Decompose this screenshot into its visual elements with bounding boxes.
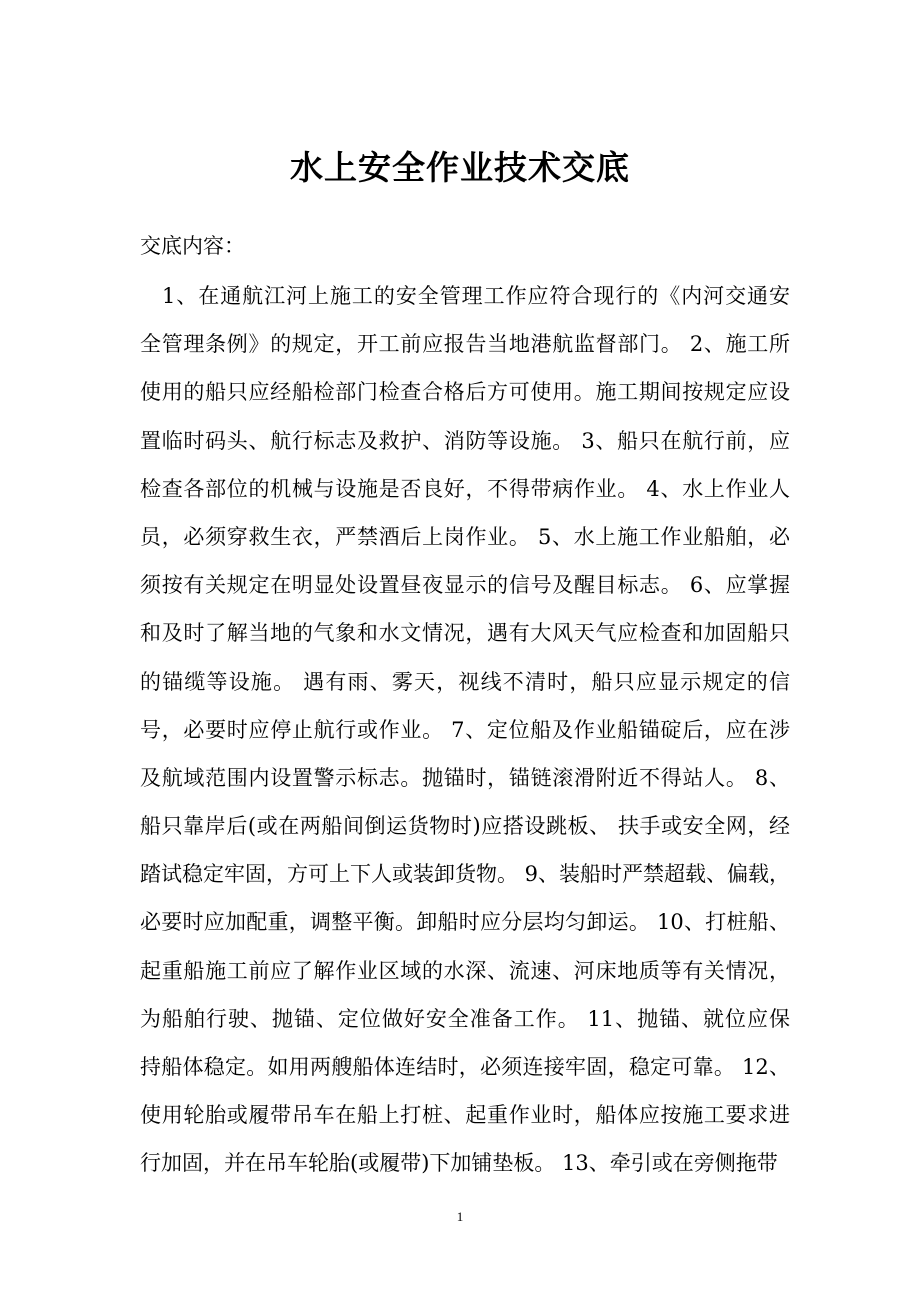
body-line: 起重船施工前应了解作业区域的水深、流速、河床地质等有关情况， xyxy=(140,958,790,983)
body-line: 检查各部位的机械与设施是否良好，不得带病作业。 4、水上作业人 xyxy=(140,476,790,501)
body-line: 须按有关规定在明显处设置昼夜显示的信号及醒目标志。 6、应掌握 xyxy=(140,573,790,598)
document-title: 水上安全作业技术交底 xyxy=(290,148,630,187)
body-line: 1、在通航江河上施工的安全管理工作应符合现行的《内河交通安 xyxy=(162,284,790,308)
body-line: 持船体稳定。如用两艘船体连结时，必须连接牢固，稳定可靠。 12、 xyxy=(140,1055,790,1079)
body-text xyxy=(140,276,790,1192)
body-line: 踏试稳定牢固，方可上下人或装卸货物。 9、装船时严禁超载、偏载， xyxy=(140,862,791,887)
body-line: 的锚缆等设施。 遇有雨、雾天，视线不清时，船只应显示规定的信 xyxy=(140,669,790,694)
body-line: 员，必须穿救生衣，严禁酒后上岗作业。 5、水上施工作业船舶，必 xyxy=(140,524,790,549)
section-label: 交底内容： xyxy=(140,234,245,258)
body-line: 使用的船只应经船检部门检查合格后方可使用。施工期间按规定应设 xyxy=(140,380,790,405)
body-line: 行加固，并在吊车轮胎(或履带)下加铺垫板。 13、牵引或在旁侧拖带 xyxy=(140,1151,778,1176)
body-line: 必要时应加配重，调整平衡。卸船时应分层均匀卸运。 10、打桩船、 xyxy=(140,910,790,935)
body-line: 和及时了解当地的气象和水文情况，遇有大风天气应检查和加固船只 xyxy=(140,621,790,646)
body-line: 使用轮胎或履带吊车在船上打桩、起重作业时，船体应按施工要求进 xyxy=(140,1103,790,1128)
body-line: 置临时码头、航行标志及救护、消防等设施。 3、船只在航行前，应 xyxy=(140,428,790,453)
body-line: 号，必要时应停止航行或作业。 7、定位船及作业船锚碇后，应在涉 xyxy=(140,717,790,742)
body-line: 船只靠岸后(或在两船间倒运货物时)应搭设跳板、 扶手或安全网，经 xyxy=(140,814,790,839)
body-line: 全管理条例》的规定，开工前应报告当地港航监督部门。 2、施工所 xyxy=(140,332,790,357)
page-number: 1 xyxy=(456,1209,464,1224)
body-line: 及航域范围内设置警示标志。抛锚时，锚链滚滑附近不得站人。 8、 xyxy=(140,765,790,790)
body-line: 为船舶行驶、抛锚、定位做好安全准备工作。 11、抛锚、就位应保 xyxy=(140,1006,790,1031)
